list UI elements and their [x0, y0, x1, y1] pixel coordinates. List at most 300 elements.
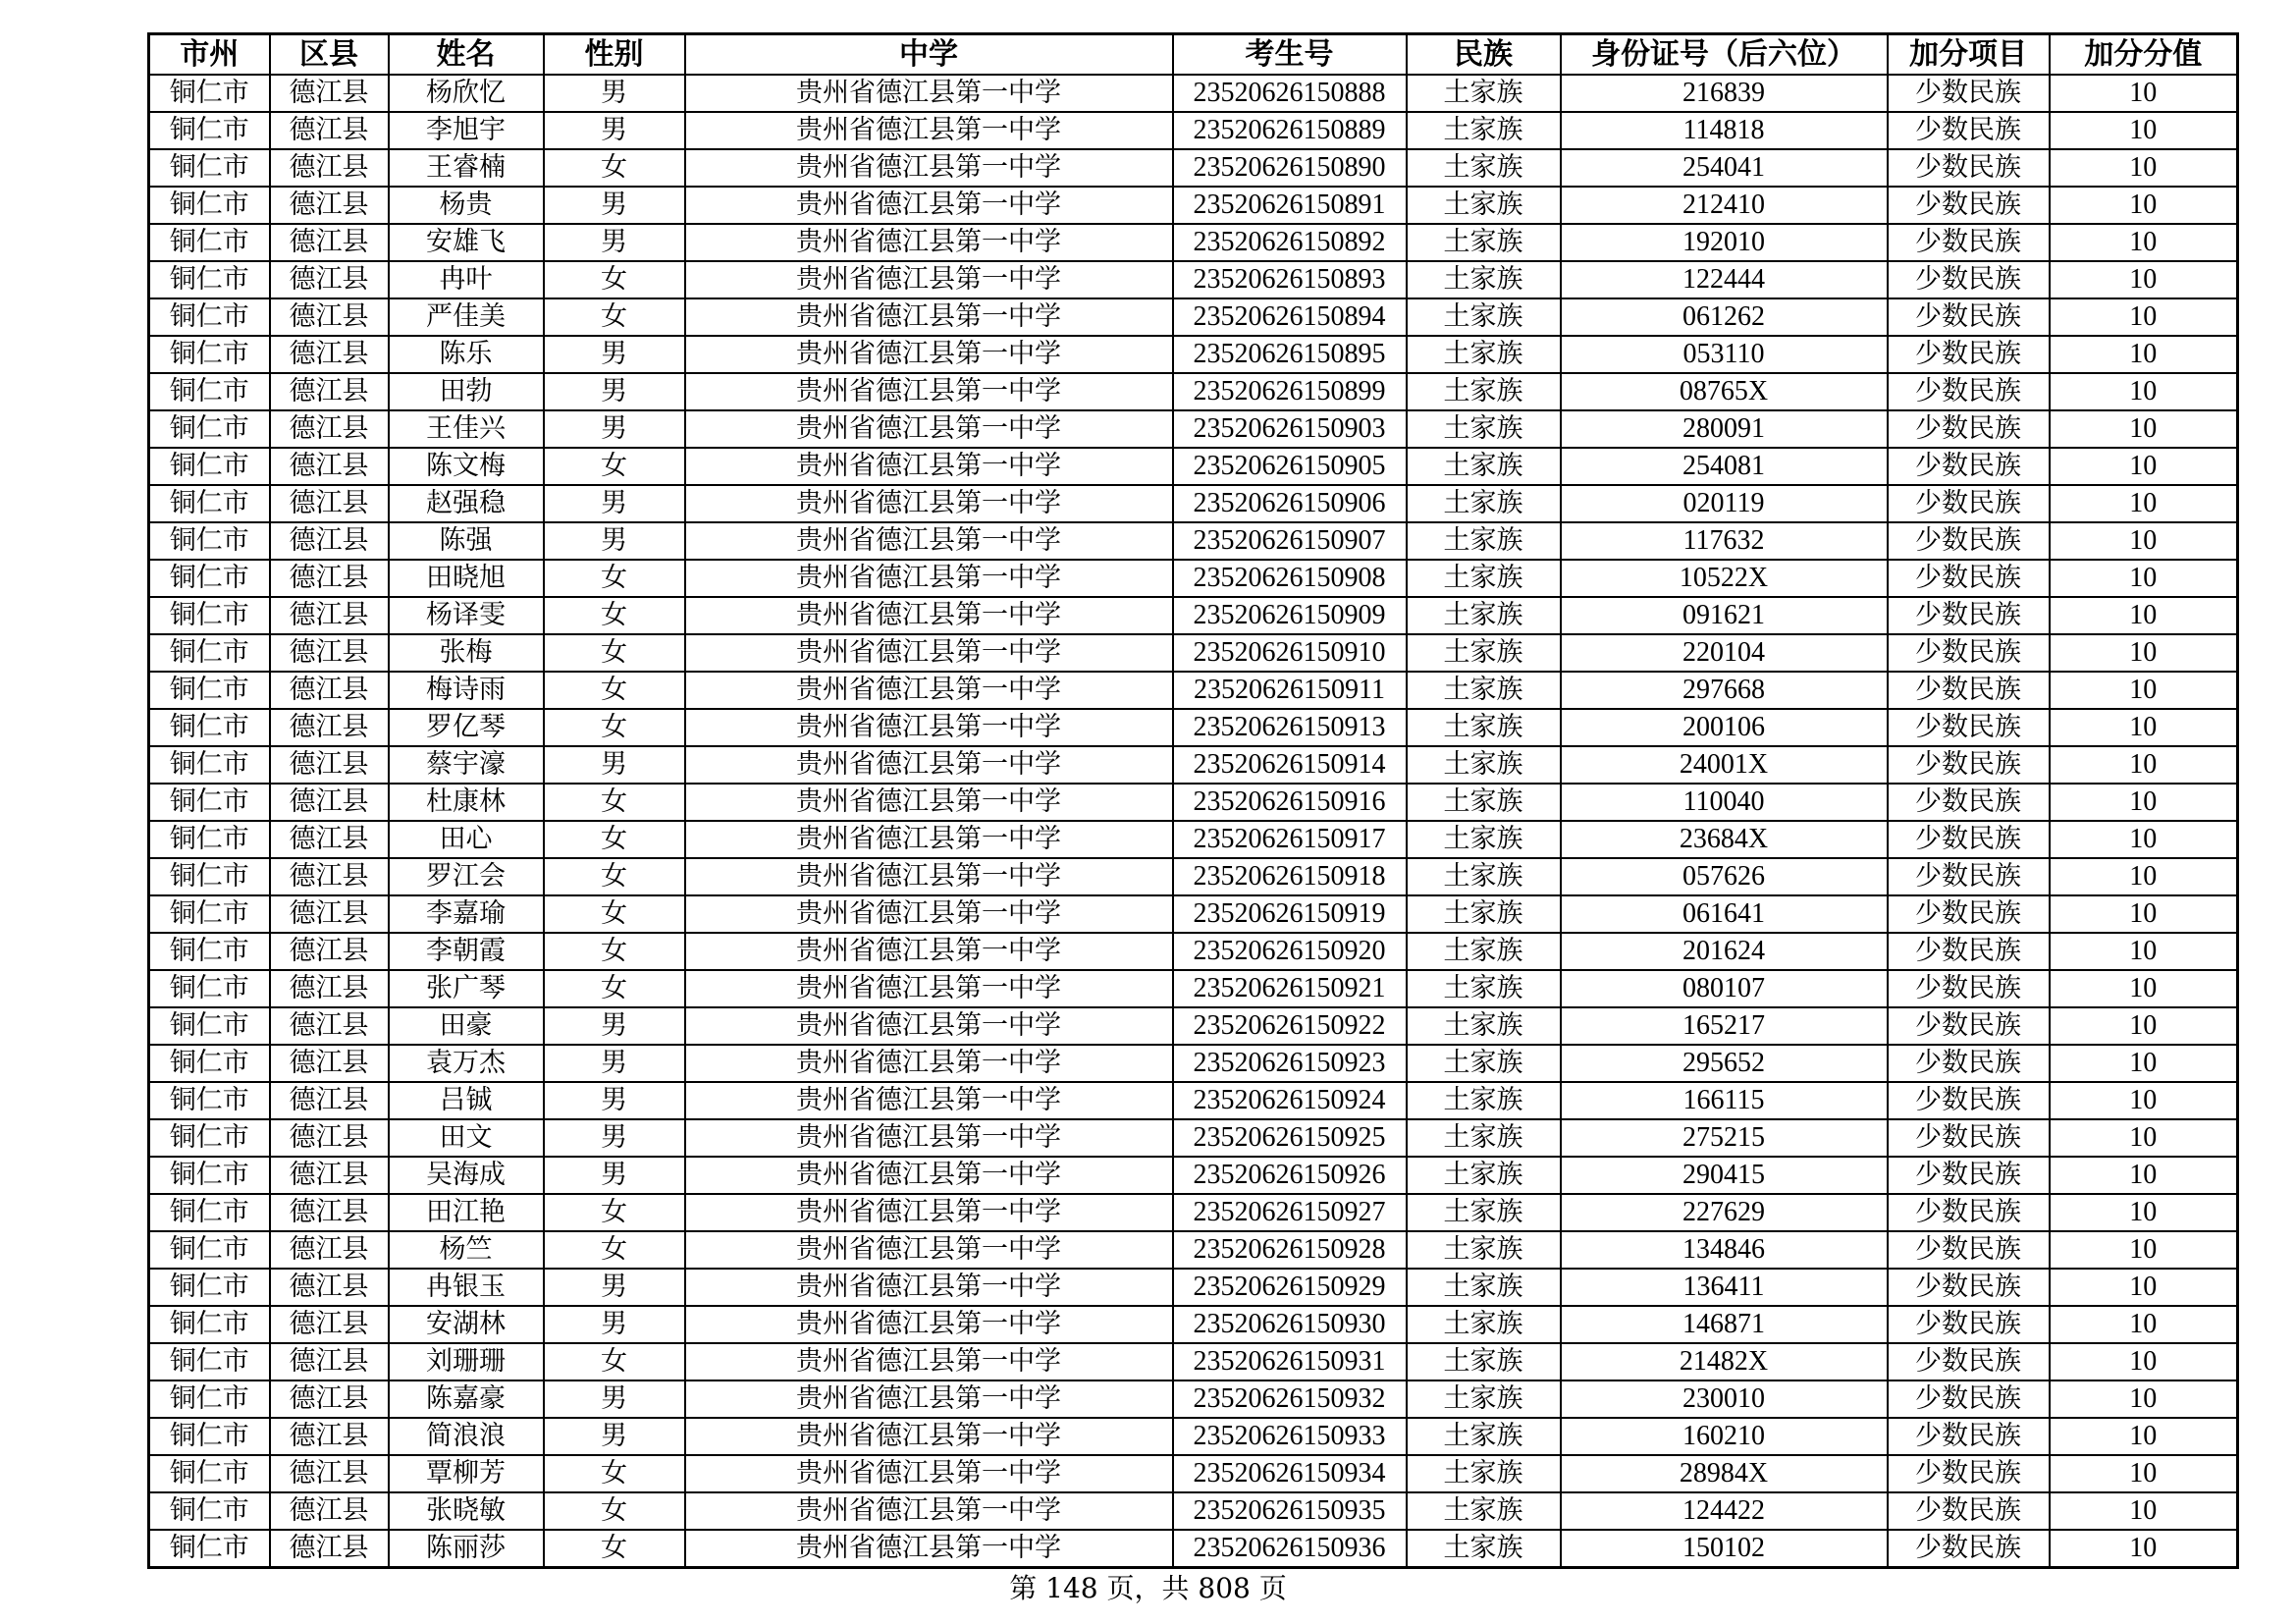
col-city-cell: 铜仁市: [149, 858, 270, 895]
col-gender-cell: 男: [544, 187, 685, 224]
col-county-cell: 德江县: [270, 1157, 389, 1194]
col-exam-id-cell: 23520626150910: [1173, 634, 1407, 672]
col-bonus-item-cell: 少数民族: [1888, 410, 2050, 448]
col-school-cell: 贵州省德江县第一中学: [685, 1194, 1173, 1231]
col-city-cell: 铜仁市: [149, 821, 270, 858]
col-city-cell: 铜仁市: [149, 1119, 270, 1157]
col-gender-cell: 女: [544, 784, 685, 821]
col-gender-cell: 女: [544, 858, 685, 895]
col-school-cell: 贵州省德江县第一中学: [685, 373, 1173, 410]
col-gender-cell: 女: [544, 1455, 685, 1492]
col-exam-id-cell: 23520626150934: [1173, 1455, 1407, 1492]
table-row: [149, 298, 2238, 336]
col-id-last6-cell: 08765X: [1561, 373, 1888, 410]
col-name-cell: 陈文梅: [389, 448, 544, 485]
col-county-cell: 德江县: [270, 336, 389, 373]
col-school-cell: 贵州省德江县第一中学: [685, 672, 1173, 709]
col-ethnicity-cell: 土家族: [1407, 373, 1561, 410]
table-row: [149, 1007, 2238, 1045]
col-county-cell: 德江县: [270, 784, 389, 821]
col-city-cell: 铜仁市: [149, 224, 270, 261]
col-name-cell: 罗亿琴: [389, 709, 544, 746]
col-city-cell: 铜仁市: [149, 1045, 270, 1082]
col-bonus-points-cell: 10: [2050, 149, 2238, 187]
col-ethnicity-cell: 土家族: [1407, 858, 1561, 895]
col-name-cell: 陈强: [389, 522, 544, 560]
col-city-cell: 铜仁市: [149, 746, 270, 784]
col-county-cell: 德江县: [270, 373, 389, 410]
col-city-cell: 铜仁市: [149, 1530, 270, 1568]
col-name-cell: 田勃: [389, 373, 544, 410]
col-id-last6-cell: 057626: [1561, 858, 1888, 895]
col-county-cell: 德江县: [270, 1343, 389, 1380]
table-row: [149, 560, 2238, 597]
col-gender-cell: 女: [544, 1492, 685, 1530]
table-row: [149, 1380, 2238, 1418]
col-county-cell: 德江县: [270, 410, 389, 448]
col-bonus-item-cell: 少数民族: [1888, 858, 2050, 895]
col-bonus-points-cell: 10: [2050, 895, 2238, 933]
col-bonus-points-cell: 10: [2050, 298, 2238, 336]
col-bonus-points-cell: 10: [2050, 448, 2238, 485]
col-county-cell: 德江县: [270, 1269, 389, 1306]
col-ethnicity-header: 民族: [1407, 34, 1561, 76]
col-school-cell: 贵州省德江县第一中学: [685, 597, 1173, 634]
col-id-last6-cell: 114818: [1561, 112, 1888, 149]
col-ethnicity-cell: 土家族: [1407, 149, 1561, 187]
col-bonus-item-cell: 少数民族: [1888, 746, 2050, 784]
col-city-cell: 铜仁市: [149, 1455, 270, 1492]
col-name-cell: 简浪浪: [389, 1418, 544, 1455]
col-bonus-item-cell: 少数民族: [1888, 1045, 2050, 1082]
col-city-cell: 铜仁市: [149, 1194, 270, 1231]
col-id-last6-cell: 165217: [1561, 1007, 1888, 1045]
col-ethnicity-cell: 土家族: [1407, 1269, 1561, 1306]
col-id-last6-cell: 134846: [1561, 1231, 1888, 1269]
col-id-last6-cell: 23684X: [1561, 821, 1888, 858]
col-bonus-item-cell: 少数民族: [1888, 261, 2050, 298]
col-school-cell: 贵州省德江县第一中学: [685, 1343, 1173, 1380]
col-county-cell: 德江县: [270, 1231, 389, 1269]
col-id-last6-cell: 200106: [1561, 709, 1888, 746]
col-id-last6-cell: 280091: [1561, 410, 1888, 448]
col-gender-cell: 女: [544, 709, 685, 746]
col-gender-cell: 女: [544, 261, 685, 298]
col-school-cell: 贵州省德江县第一中学: [685, 261, 1173, 298]
col-county-cell: 德江县: [270, 224, 389, 261]
col-county-cell: 德江县: [270, 858, 389, 895]
col-exam-id-cell: 23520626150899: [1173, 373, 1407, 410]
page-footer: [0, 1567, 2296, 1606]
col-exam-id-cell: 23520626150908: [1173, 560, 1407, 597]
col-school-cell: 贵州省德江县第一中学: [685, 112, 1173, 149]
col-exam-id-header: 考生号: [1173, 34, 1407, 76]
col-exam-id-cell: 23520626150892: [1173, 224, 1407, 261]
col-city-cell: 铜仁市: [149, 373, 270, 410]
table-body: [149, 75, 2238, 1568]
table-row: [149, 1492, 2238, 1530]
col-name-cell: 冉银玉: [389, 1269, 544, 1306]
col-school-cell: 贵州省德江县第一中学: [685, 970, 1173, 1007]
col-exam-id-cell: 23520626150922: [1173, 1007, 1407, 1045]
col-id-last6-cell: 21482X: [1561, 1343, 1888, 1380]
col-gender-cell: 男: [544, 1045, 685, 1082]
col-bonus-points-cell: 10: [2050, 485, 2238, 522]
col-ethnicity-cell: 土家族: [1407, 1380, 1561, 1418]
col-county-cell: 德江县: [270, 75, 389, 112]
col-name-cell: 张广琴: [389, 970, 544, 1007]
col-bonus-item-cell: 少数民族: [1888, 1269, 2050, 1306]
col-school-cell: 贵州省德江县第一中学: [685, 187, 1173, 224]
col-city-cell: 铜仁市: [149, 522, 270, 560]
table-row: [149, 448, 2238, 485]
table-row: [149, 1343, 2238, 1380]
col-name-cell: 杨竺: [389, 1231, 544, 1269]
col-county-cell: 德江县: [270, 1306, 389, 1343]
col-bonus-item-cell: 少数民族: [1888, 149, 2050, 187]
col-gender-cell: 女: [544, 821, 685, 858]
col-county-cell: 德江县: [270, 149, 389, 187]
col-name-cell: 吴海成: [389, 1157, 544, 1194]
col-city-cell: 铜仁市: [149, 1082, 270, 1119]
col-city-cell: 铜仁市: [149, 672, 270, 709]
col-city-cell: 铜仁市: [149, 933, 270, 970]
col-exam-id-cell: 23520626150935: [1173, 1492, 1407, 1530]
col-county-cell: 德江县: [270, 560, 389, 597]
col-bonus-points-cell: 10: [2050, 336, 2238, 373]
col-name-cell: 吕铖: [389, 1082, 544, 1119]
col-city-cell: 铜仁市: [149, 112, 270, 149]
col-bonus-item-cell: 少数民族: [1888, 298, 2050, 336]
col-school-cell: 贵州省德江县第一中学: [685, 895, 1173, 933]
col-bonus-item-cell: 少数民族: [1888, 75, 2050, 112]
col-gender-cell: 女: [544, 560, 685, 597]
col-bonus-item-cell: 少数民族: [1888, 448, 2050, 485]
col-id-last6-cell: 166115: [1561, 1082, 1888, 1119]
col-city-cell: 铜仁市: [149, 448, 270, 485]
col-bonus-item-cell: 少数民族: [1888, 1418, 2050, 1455]
col-ethnicity-cell: 土家族: [1407, 187, 1561, 224]
col-gender-cell: 男: [544, 1306, 685, 1343]
col-gender-cell: 女: [544, 149, 685, 187]
table-row: [149, 224, 2238, 261]
col-id-last6-cell: 124422: [1561, 1492, 1888, 1530]
col-bonus-points-cell: 10: [2050, 1530, 2238, 1568]
col-name-cell: 安湖林: [389, 1306, 544, 1343]
col-city-cell: 铜仁市: [149, 970, 270, 1007]
col-city-cell: 铜仁市: [149, 1492, 270, 1530]
table-row: [149, 1119, 2238, 1157]
col-ethnicity-cell: 土家族: [1407, 1530, 1561, 1568]
col-bonus-item-cell: 少数民族: [1888, 560, 2050, 597]
col-bonus-item-cell: 少数民族: [1888, 1455, 2050, 1492]
col-school-cell: 贵州省德江县第一中学: [685, 560, 1173, 597]
col-ethnicity-cell: 土家族: [1407, 75, 1561, 112]
col-bonus-points-cell: 10: [2050, 373, 2238, 410]
roster-sheet: [147, 32, 2236, 1569]
col-name-cell: 王睿楠: [389, 149, 544, 187]
col-name-cell: 李旭宇: [389, 112, 544, 149]
col-gender-cell: 女: [544, 970, 685, 1007]
col-name-cell: 陈嘉豪: [389, 1380, 544, 1418]
col-gender-cell: 女: [544, 1343, 685, 1380]
col-school-cell: 贵州省德江县第一中学: [685, 784, 1173, 821]
table-header-row: [149, 34, 2238, 76]
col-county-cell: 德江县: [270, 298, 389, 336]
col-name-cell: 陈丽莎: [389, 1530, 544, 1568]
col-county-cell: 德江县: [270, 1455, 389, 1492]
col-bonus-points-cell: 10: [2050, 187, 2238, 224]
col-ethnicity-cell: 土家族: [1407, 1455, 1561, 1492]
col-bonus-points-cell: 10: [2050, 112, 2238, 149]
col-name-cell: 杨译雯: [389, 597, 544, 634]
col-bonus-points-cell: 10: [2050, 224, 2238, 261]
col-bonus-points-cell: 10: [2050, 746, 2238, 784]
col-county-cell: 德江县: [270, 895, 389, 933]
col-exam-id-cell: 23520626150925: [1173, 1119, 1407, 1157]
col-id-last6-cell: 192010: [1561, 224, 1888, 261]
table-row: [149, 485, 2238, 522]
col-name-header: 姓名: [389, 34, 544, 76]
col-gender-cell: 男: [544, 1418, 685, 1455]
col-county-header: 区县: [270, 34, 389, 76]
col-bonus-points-cell: 10: [2050, 1492, 2238, 1530]
col-county-cell: 德江县: [270, 187, 389, 224]
col-gender-cell: 女: [544, 597, 685, 634]
col-ethnicity-cell: 土家族: [1407, 560, 1561, 597]
col-name-cell: 罗江会: [389, 858, 544, 895]
table-row: [149, 75, 2238, 112]
table-row: [149, 1269, 2238, 1306]
col-gender-cell: 男: [544, 1269, 685, 1306]
col-bonus-item-cell: 少数民族: [1888, 1492, 2050, 1530]
col-exam-id-cell: 23520626150931: [1173, 1343, 1407, 1380]
col-bonus-item-cell: 少数民族: [1888, 1194, 2050, 1231]
col-exam-id-cell: 23520626150926: [1173, 1157, 1407, 1194]
col-gender-cell: 女: [544, 634, 685, 672]
col-name-cell: 安雄飞: [389, 224, 544, 261]
col-city-cell: 铜仁市: [149, 1269, 270, 1306]
table-row: [149, 1306, 2238, 1343]
col-ethnicity-cell: 土家族: [1407, 709, 1561, 746]
col-ethnicity-cell: 土家族: [1407, 597, 1561, 634]
bonus-points-table: [147, 32, 2239, 1569]
table-row: [149, 895, 2238, 933]
col-ethnicity-cell: 土家族: [1407, 895, 1561, 933]
col-bonus-item-cell: 少数民族: [1888, 709, 2050, 746]
table-row: [149, 336, 2238, 373]
col-bonus-item-cell: 少数民族: [1888, 1119, 2050, 1157]
col-id-last6-cell: 290415: [1561, 1157, 1888, 1194]
col-school-cell: 贵州省德江县第一中学: [685, 1455, 1173, 1492]
col-id-last6-cell: 160210: [1561, 1418, 1888, 1455]
col-gender-cell: 女: [544, 448, 685, 485]
col-id-last6-cell: 254041: [1561, 149, 1888, 187]
col-county-cell: 德江县: [270, 709, 389, 746]
col-city-cell: 铜仁市: [149, 597, 270, 634]
col-gender-cell: 男: [544, 1157, 685, 1194]
col-ethnicity-cell: 土家族: [1407, 112, 1561, 149]
table-row: [149, 112, 2238, 149]
col-gender-cell: 女: [544, 933, 685, 970]
col-city-cell: 铜仁市: [149, 560, 270, 597]
col-county-cell: 德江县: [270, 1492, 389, 1530]
footer-middle: 页，共: [1106, 1572, 1190, 1604]
col-exam-id-cell: 23520626150906: [1173, 485, 1407, 522]
col-name-cell: 李嘉瑜: [389, 895, 544, 933]
col-county-cell: 德江县: [270, 1119, 389, 1157]
col-id-last6-cell: 117632: [1561, 522, 1888, 560]
col-id-last6-cell: 091621: [1561, 597, 1888, 634]
col-school-cell: 贵州省德江县第一中学: [685, 1269, 1173, 1306]
table-row: [149, 373, 2238, 410]
col-exam-id-cell: 23520626150916: [1173, 784, 1407, 821]
col-city-cell: 铜仁市: [149, 895, 270, 933]
col-ethnicity-cell: 土家族: [1407, 634, 1561, 672]
col-name-cell: 杨欣忆: [389, 75, 544, 112]
col-bonus-points-cell: 10: [2050, 560, 2238, 597]
col-bonus-points-cell: 10: [2050, 1269, 2238, 1306]
col-gender-cell: 女: [544, 298, 685, 336]
col-bonus-item-cell: 少数民族: [1888, 634, 2050, 672]
col-exam-id-cell: 23520626150889: [1173, 112, 1407, 149]
col-bonus-points-cell: 10: [2050, 1306, 2238, 1343]
col-county-cell: 德江县: [270, 746, 389, 784]
col-ethnicity-cell: 土家族: [1407, 261, 1561, 298]
col-school-cell: 贵州省德江县第一中学: [685, 522, 1173, 560]
col-id-last6-cell: 150102: [1561, 1530, 1888, 1568]
col-gender-cell: 男: [544, 1007, 685, 1045]
col-gender-cell: 男: [544, 112, 685, 149]
col-school-header: 中学: [685, 34, 1173, 76]
col-county-cell: 德江县: [270, 821, 389, 858]
col-bonus-item-cell: 少数民族: [1888, 784, 2050, 821]
col-bonus-points-cell: 10: [2050, 597, 2238, 634]
col-ethnicity-cell: 土家族: [1407, 970, 1561, 1007]
col-county-cell: 德江县: [270, 672, 389, 709]
table-row: [149, 672, 2238, 709]
col-bonus-item-cell: 少数民族: [1888, 597, 2050, 634]
col-city-cell: 铜仁市: [149, 1157, 270, 1194]
col-ethnicity-cell: 土家族: [1407, 746, 1561, 784]
col-id-last6-cell: 295652: [1561, 1045, 1888, 1082]
col-bonus-item-cell: 少数民族: [1888, 1231, 2050, 1269]
col-exam-id-cell: 23520626150919: [1173, 895, 1407, 933]
col-ethnicity-cell: 土家族: [1407, 1082, 1561, 1119]
col-exam-id-cell: 23520626150936: [1173, 1530, 1407, 1568]
col-id-last6-cell: 061262: [1561, 298, 1888, 336]
col-gender-cell: 男: [544, 746, 685, 784]
col-gender-cell: 女: [544, 1194, 685, 1231]
col-exam-id-cell: 23520626150933: [1173, 1418, 1407, 1455]
col-city-cell: 铜仁市: [149, 709, 270, 746]
col-bonus-points-cell: 10: [2050, 933, 2238, 970]
col-bonus-item-cell: 少数民族: [1888, 112, 2050, 149]
col-ethnicity-cell: 土家族: [1407, 784, 1561, 821]
col-name-cell: 覃柳芳: [389, 1455, 544, 1492]
col-bonus-item-cell: 少数民族: [1888, 1530, 2050, 1568]
col-id-last6-cell: 201624: [1561, 933, 1888, 970]
col-ethnicity-cell: 土家族: [1407, 1157, 1561, 1194]
col-ethnicity-cell: 土家族: [1407, 298, 1561, 336]
col-county-cell: 德江县: [270, 933, 389, 970]
col-gender-cell: 男: [544, 1119, 685, 1157]
col-bonus-points-cell: 10: [2050, 1007, 2238, 1045]
total-page-count: 808: [1198, 1572, 1251, 1604]
col-city-cell: 铜仁市: [149, 75, 270, 112]
col-county-cell: 德江县: [270, 634, 389, 672]
col-name-cell: 杨贵: [389, 187, 544, 224]
table-row: [149, 410, 2238, 448]
col-city-cell: 铜仁市: [149, 187, 270, 224]
col-bonus-points-cell: 10: [2050, 261, 2238, 298]
col-ethnicity-cell: 土家族: [1407, 410, 1561, 448]
col-name-cell: 张梅: [389, 634, 544, 672]
col-ethnicity-cell: 土家族: [1407, 1343, 1561, 1380]
col-city-cell: 铜仁市: [149, 1007, 270, 1045]
col-exam-id-cell: 23520626150921: [1173, 970, 1407, 1007]
col-exam-id-cell: 23520626150913: [1173, 709, 1407, 746]
col-bonus-points-cell: 10: [2050, 1119, 2238, 1157]
col-exam-id-cell: 23520626150903: [1173, 410, 1407, 448]
col-school-cell: 贵州省德江县第一中学: [685, 485, 1173, 522]
col-id-last6-cell: 28984X: [1561, 1455, 1888, 1492]
col-exam-id-cell: 23520626150932: [1173, 1380, 1407, 1418]
col-county-cell: 德江县: [270, 970, 389, 1007]
col-id-last6-header: 身份证号（后六位）: [1561, 34, 1888, 76]
col-ethnicity-cell: 土家族: [1407, 1306, 1561, 1343]
table-row: [149, 522, 2238, 560]
col-school-cell: 贵州省德江县第一中学: [685, 298, 1173, 336]
col-exam-id-cell: 23520626150893: [1173, 261, 1407, 298]
col-name-cell: 王佳兴: [389, 410, 544, 448]
footer-suffix: 页: [1258, 1572, 1287, 1604]
col-bonus-item-cell: 少数民族: [1888, 1157, 2050, 1194]
table-row: [149, 1194, 2238, 1231]
col-bonus-points-cell: 10: [2050, 672, 2238, 709]
table-row: [149, 933, 2238, 970]
col-exam-id-cell: 23520626150918: [1173, 858, 1407, 895]
col-bonus-points-cell: 10: [2050, 1194, 2238, 1231]
col-exam-id-cell: 23520626150894: [1173, 298, 1407, 336]
col-name-cell: 梅诗雨: [389, 672, 544, 709]
col-city-cell: 铜仁市: [149, 485, 270, 522]
col-gender-cell: 女: [544, 672, 685, 709]
col-exam-id-cell: 23520626150923: [1173, 1045, 1407, 1082]
col-bonus-item-cell: 少数民族: [1888, 895, 2050, 933]
col-bonus-points-cell: 10: [2050, 1455, 2238, 1492]
col-name-cell: 袁万杰: [389, 1045, 544, 1082]
col-ethnicity-cell: 土家族: [1407, 821, 1561, 858]
table-row: [149, 597, 2238, 634]
table-row: [149, 1045, 2238, 1082]
table-row: [149, 858, 2238, 895]
col-school-cell: 贵州省德江县第一中学: [685, 1530, 1173, 1568]
col-bonus-item-cell: 少数民族: [1888, 1343, 2050, 1380]
col-school-cell: 贵州省德江县第一中学: [685, 1492, 1173, 1530]
col-county-cell: 德江县: [270, 261, 389, 298]
col-name-cell: 田豪: [389, 1007, 544, 1045]
col-bonus-points-cell: 10: [2050, 1157, 2238, 1194]
col-county-cell: 德江县: [270, 485, 389, 522]
col-ethnicity-cell: 土家族: [1407, 485, 1561, 522]
col-bonus-item-cell: 少数民族: [1888, 373, 2050, 410]
col-ethnicity-cell: 土家族: [1407, 1492, 1561, 1530]
col-gender-cell: 男: [544, 522, 685, 560]
col-school-cell: 贵州省德江县第一中学: [685, 1045, 1173, 1082]
col-gender-cell: 男: [544, 336, 685, 373]
col-bonus-item-cell: 少数民族: [1888, 336, 2050, 373]
